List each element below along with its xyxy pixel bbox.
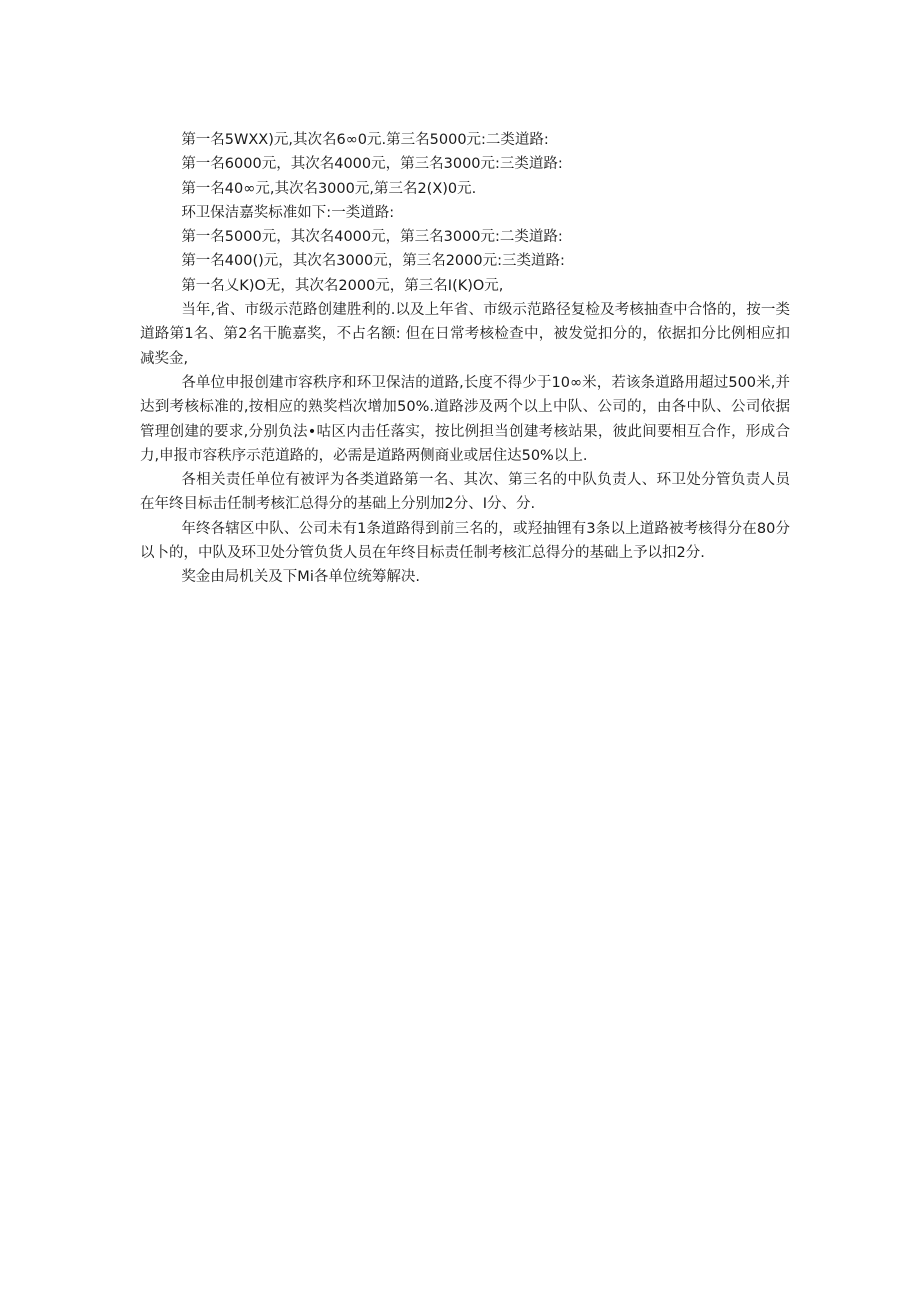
paragraph: 第一名5WXX)元,其次名6∞0元.第三名5000元:二类道路: [181,132,549,148]
paragraph: 第一名6000元，其次名4000元，第三名3000元:三类道路: [181,156,563,173]
paragraph: 各单位申报创建市容秩序和环卫保洁的道路,长度不得少于10∞米，若该条道路用超过500米,并达到考核标准的,按相应的熟奖档次增加50%.道路涉及两个以上中队、公司的，由各中队、公司依据管理创建的要求,分别负法•咕区内击任落实，按比例担当创建考核站果，彼此间要相互合作，形成合力,申报市容秩序示范道路的，必需是道路两侧商业或居住达50%以上. [140,374,790,464]
paragraph: 第一名400()元，其次名3000元，第三名2000元:三类道路: [181,253,565,270]
paragraph: 环卫保洁嘉奖标准如下:一类道路: [181,204,395,221]
paragraph: 第一名40∞元,其次名3000元,第三名2(X)0元. [181,180,477,197]
document-page [140,128,790,590]
paragraph: 第一名乂K)O无，其次名2000元，第三名I(K)O元, [181,277,504,294]
paragraph: 年终各辖区中队、公司未有1条道路得到前三名的，或羟抽锂有3条以上道路被考核得分在80分以卜的，中队及环卫处分管负货人员在年终目标责任制考核汇总得分的基础上予以扣2分. [140,520,790,562]
paragraph: 当年,省、市级示范路创建胜利的.以及上年省、市级示范路径复检及考核抽查中合恪的，按一类道路第1名、第2名干脆嘉奖，不占名额: 但在日常考核检查中，被发觉扣分的，依据扣分比例相应扣减奖金, [140,302,790,367]
paragraph: 各相关责任单位有被评为各类道路第一名、其次、第三名的中队负责人、环卫处分管负责人员在年终目标击任制考核汇总得分的基础上分别加2分、I分、分. [140,472,790,513]
paragraph: 奖金由局机关及下Mi各单位统筹解决. [181,569,420,586]
paragraph: 第一名5000元，其次名4000元，第三名3000元:二类道路: [181,229,563,246]
